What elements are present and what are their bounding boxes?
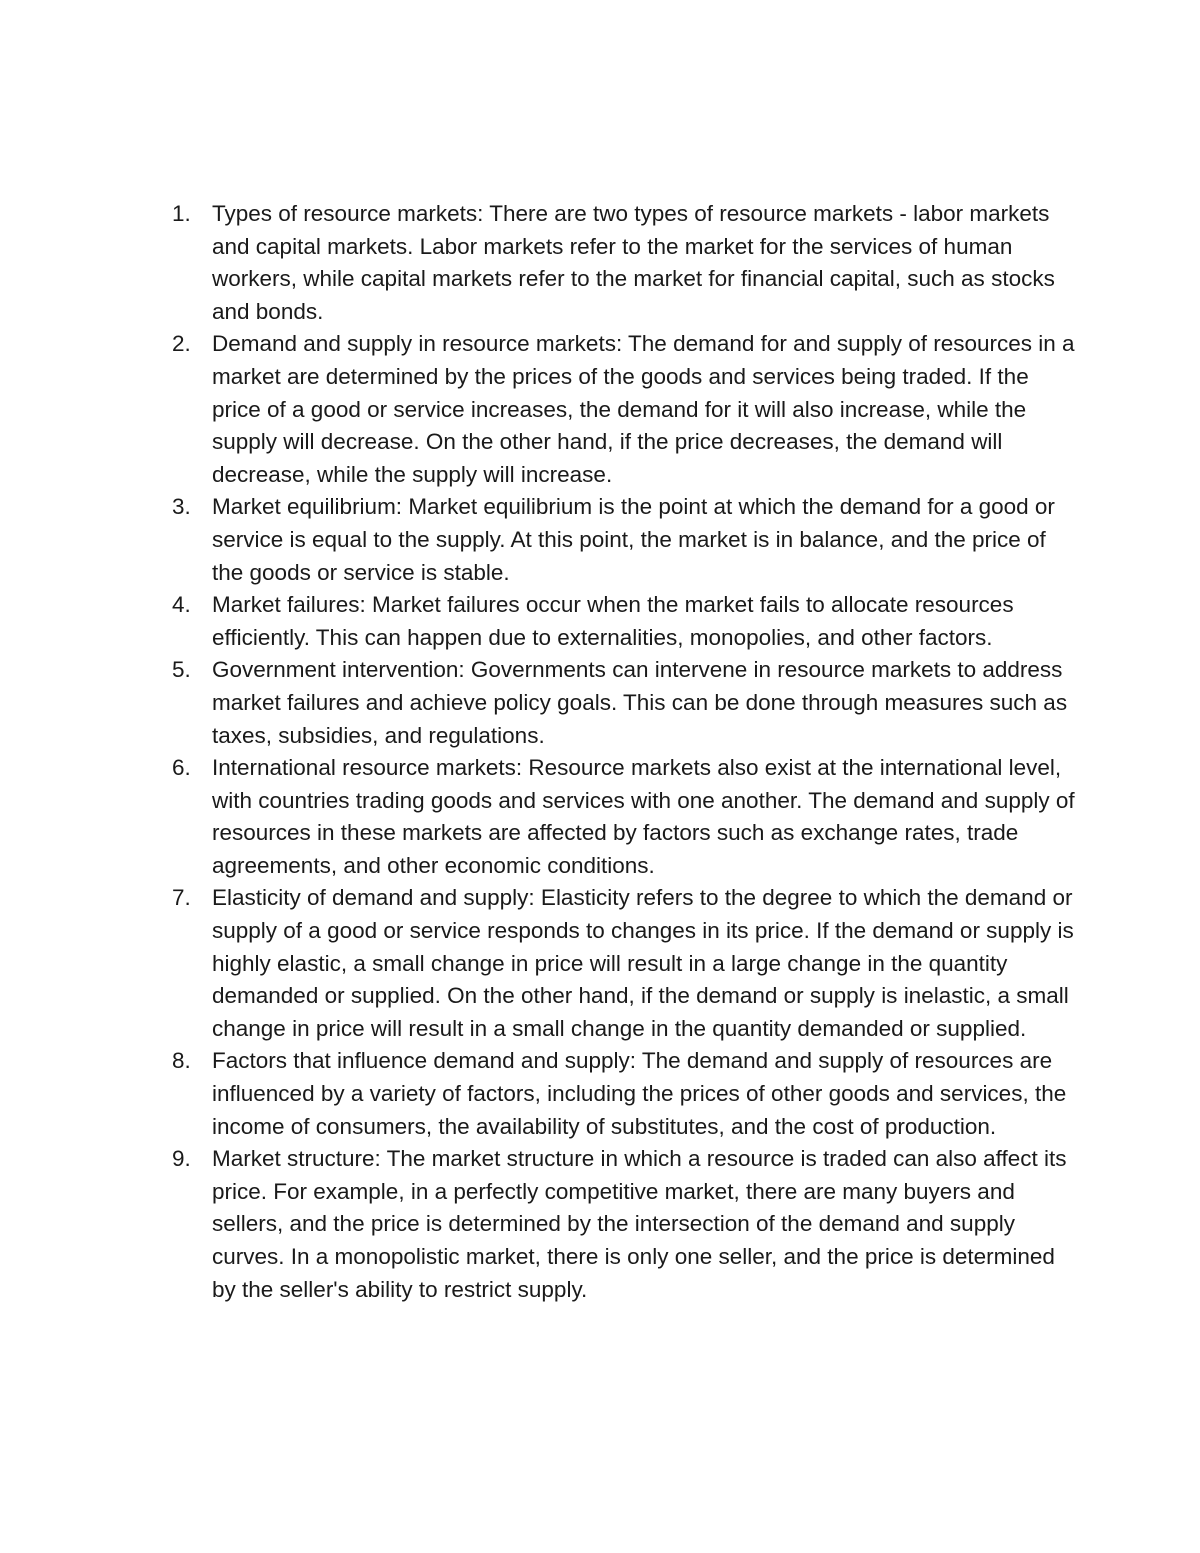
numbered-list [172,198,1082,1306]
list-item [172,1045,1082,1143]
list-item-text: Market failures: Market failures occur when the market fails to allocate resources efficiently. This can happen due to externalities, monopolies, and other factors. [212,592,1014,650]
list-item-text: Government intervention: Governments can intervene in resource markets to address market failures and achieve policy goals. This can be done through measures such as taxes, subsidies, and regulations. [212,657,1068,748]
list-item-text: Types of resource markets: There are two types of resource markets - labor markets and capital markets. Labor markets refer to the market for the services of human workers, while capital markets refer to the market for financial capital, such as stocks and bonds. [212,201,1055,324]
list-item-text: Demand and supply in resource markets: The demand for and supply of resources in a market are determined by the prices of the goods and services being traded. If the price of a good or service increases, the demand for it will also increase, while the supply will decrease. On the other hand, if the price decreases, the demand will decrease, while the supply will increase. [212,331,1075,487]
list-item-text: Elasticity of demand and supply: Elasticity refers to the degree to which the demand or supply of a good or service responds to changes in its price. If the demand or supply is highly elastic, a small change in price will result in a large change in the quantity demanded or supplied. On the other hand, if the demand or supply is inelastic, a small change in price will result in a small change in the quantity demanded or supplied. [212,885,1074,1041]
list-item [172,1143,1082,1306]
list-item-number: 3. [172,494,191,520]
list-item [172,491,1082,589]
list-item-text: Market equilibrium: Market equilibrium is the point at which the demand for a good or service is equal to the supply. At this point, the market is in balance, and the price of the goods or service is stable. [212,494,1055,585]
list-item-number: 2. [172,331,191,357]
list-item-text: Factors that influence demand and supply: The demand and supply of resources are influenced by a variety of factors, including the prices of other goods and services, the income of consumers, the availability of substitutes, and the cost of production. [212,1048,1067,1139]
list-item-text: Market structure: The market structure in which a resource is traded can also affect its price. For example, in a perfectly competitive market, there are many buyers and sellers, and the price is determined by the intersection of the demand and supply curves. In a monopolistic market, there is only one seller, and the price is determined by the seller's ability to restrict supply. [212,1146,1067,1302]
list-item-text: International resource markets: Resource markets also exist at the international level, with countries trading goods and services with one another. The demand and supply of resources in these markets are affected by factors such as exchange rates, trade agreements, and other economic conditions. [212,755,1075,878]
list-item-number: 7. [172,885,191,911]
list-item [172,654,1082,752]
list-item [172,882,1082,1045]
list-item-number: 1. [172,201,191,226]
list-item-number: 9. [172,1146,191,1172]
list-item-number: 5. [172,657,191,683]
list-item [172,328,1082,491]
list-item-number: 8. [172,1048,191,1074]
document-body [172,198,1082,1306]
list-item-number: 6. [172,755,191,781]
list-item [172,198,1082,328]
list-item [172,752,1082,882]
list-item [172,589,1082,654]
list-item-number: 4. [172,592,191,618]
